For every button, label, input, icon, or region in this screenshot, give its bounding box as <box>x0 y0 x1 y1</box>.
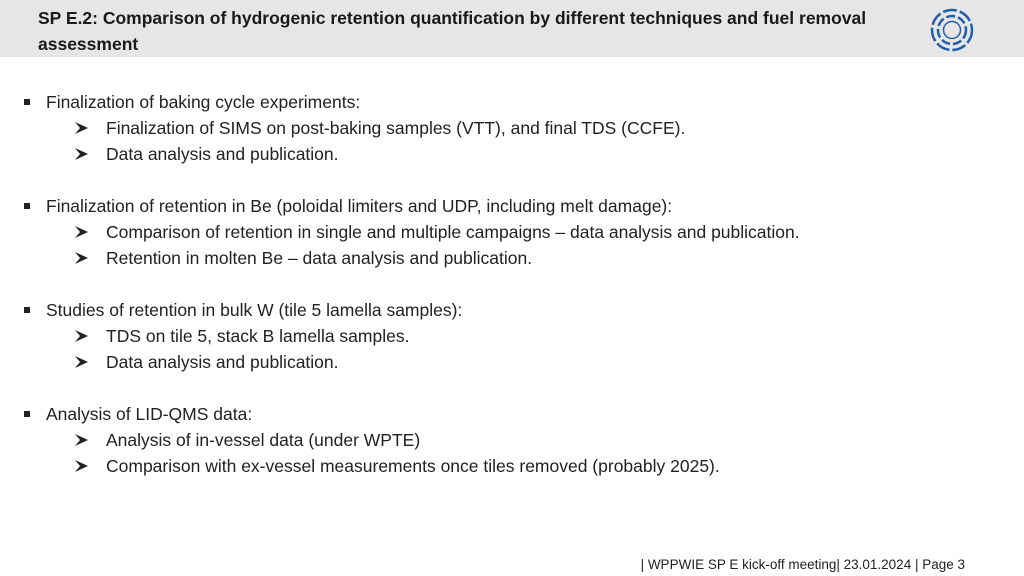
arrow-bullet-icon <box>75 330 88 342</box>
bullet-section <box>0 401 1024 479</box>
slide-title: SP E.2: Comparison of hydrogenic retention quantification by different techniques and fuel removal assessment <box>38 8 867 54</box>
slide-header <box>0 0 1024 57</box>
sub-bullet-item <box>0 323 1024 349</box>
sub-bullet-text: Retention in molten Be – data analysis and publication. <box>106 248 533 268</box>
arrow-bullet-icon <box>75 356 88 368</box>
slide-body <box>0 89 1024 505</box>
bullet-section <box>0 193 1024 271</box>
square-bullet-icon <box>24 411 30 417</box>
arrow-bullet-icon <box>75 252 88 264</box>
sub-bullet-text: Analysis of in-vessel data (under WPTE) <box>106 430 421 450</box>
bullet-item <box>0 193 1024 219</box>
sub-bullet-item <box>0 219 1024 245</box>
arrow-bullet-icon <box>75 226 88 238</box>
slide-footer: | WPPWIE SP E kick-off meeting| 23.01.2024 | Page 3 <box>640 557 965 572</box>
sub-bullet-item <box>0 453 1024 479</box>
sub-bullet-item <box>0 245 1024 271</box>
square-bullet-icon <box>24 307 30 313</box>
sub-bullet-item <box>0 115 1024 141</box>
sub-bullet-text: Comparison of retention in single and multiple campaigns – data analysis and publication. <box>106 222 800 242</box>
sub-bullet-item <box>0 427 1024 453</box>
bullet-text: Finalization of retention in Be (poloidal limiters and UDP, including melt damage): <box>46 196 673 216</box>
arrow-bullet-icon <box>75 460 88 472</box>
arrow-bullet-icon <box>75 148 88 160</box>
arrow-bullet-icon <box>75 122 88 134</box>
sub-bullet-item <box>0 141 1024 167</box>
arrow-bullet-icon <box>75 434 88 446</box>
square-bullet-icon <box>24 99 30 105</box>
square-bullet-icon <box>24 203 30 209</box>
bullet-text: Studies of retention in bulk W (tile 5 lamella samples): <box>46 300 463 320</box>
bullet-item <box>0 401 1024 427</box>
sub-bullet-text: Comparison with ex-vessel measurements once tiles removed (probably 2025). <box>106 456 720 476</box>
bullet-section <box>0 297 1024 375</box>
bullet-text: Analysis of LID-QMS data: <box>46 404 253 424</box>
bullet-text: Finalization of baking cycle experiments: <box>46 92 361 112</box>
fusion-ring-logo-icon <box>929 7 975 53</box>
sub-bullet-item <box>0 349 1024 375</box>
bullet-item <box>0 297 1024 323</box>
sub-bullet-text: Finalization of SIMS on post-baking samples (VTT), and final TDS (CCFE). <box>106 118 686 138</box>
bullet-section <box>0 89 1024 167</box>
sub-bullet-text: Data analysis and publication. <box>106 144 339 164</box>
sub-bullet-text: TDS on tile 5, stack B lamella samples. <box>106 326 410 346</box>
sub-bullet-text: Data analysis and publication. <box>106 352 339 372</box>
bullet-item <box>0 89 1024 115</box>
